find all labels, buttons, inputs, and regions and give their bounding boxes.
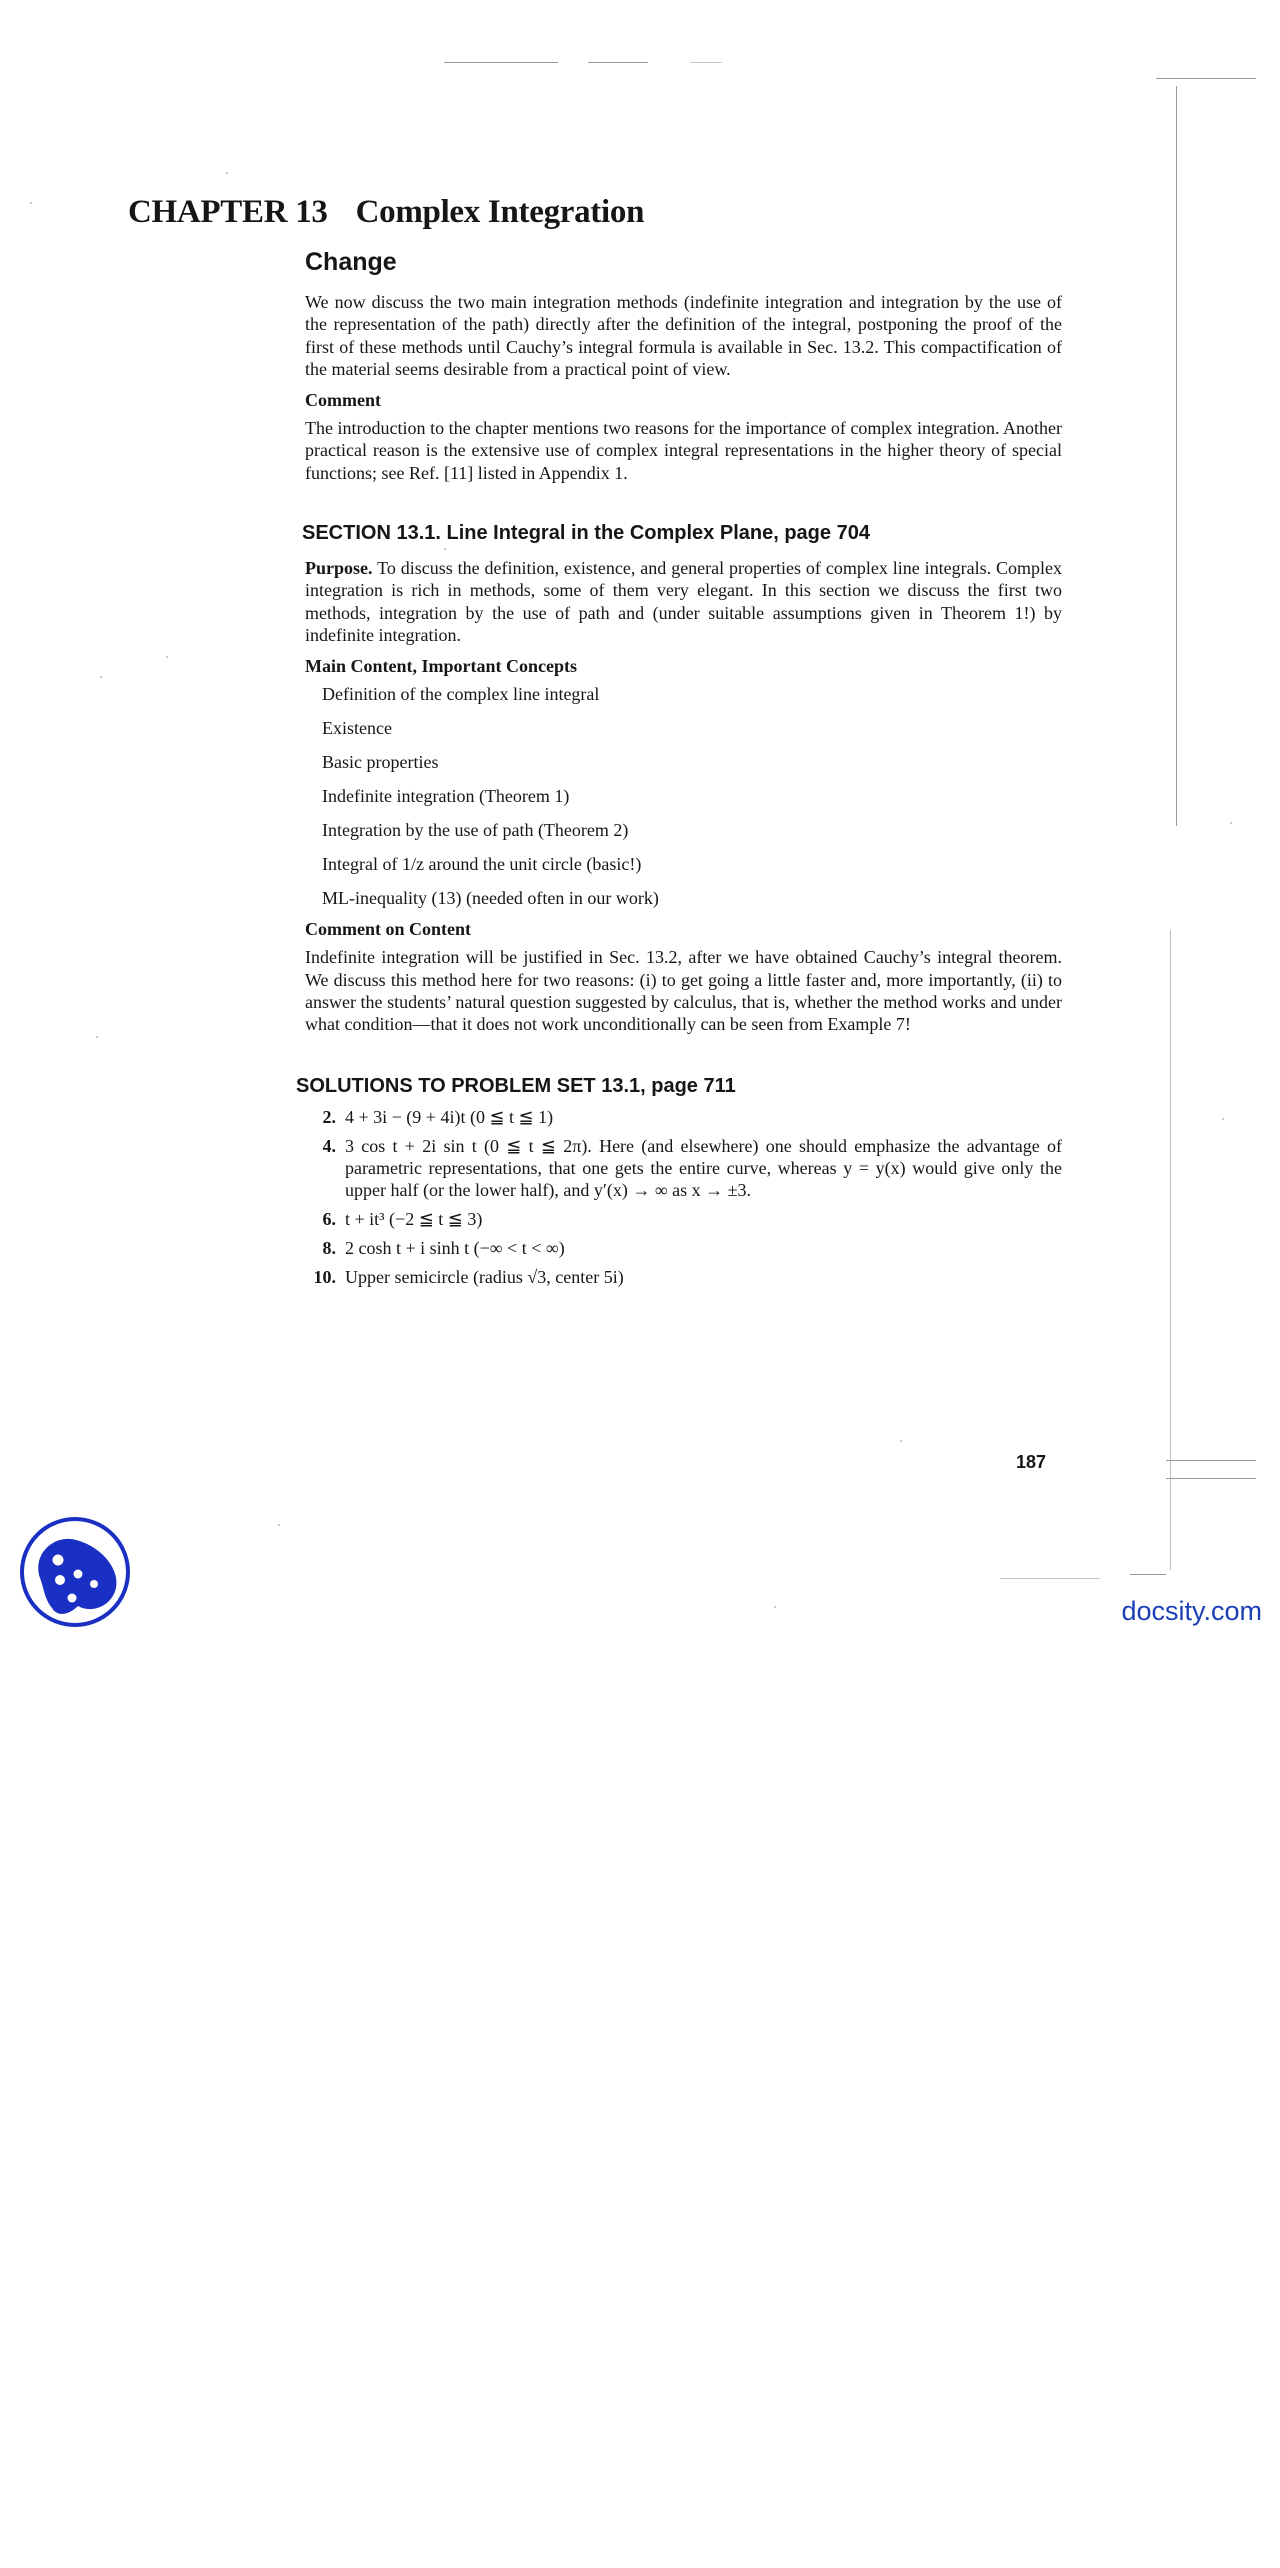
concept-item: Existence [322,718,392,739]
problem-answer: t + it³ (−2 ≦ t ≦ 3) [345,1209,483,1230]
docsity-watermark-link[interactable]: docsity.com [1121,1596,1262,1626]
page-number: 187 [1016,1452,1047,1472]
scan-speck [1222,1118,1224,1120]
concept-item: Integration by the use of path (Theorem 2) [322,820,629,841]
problem-item [300,1135,1062,1201]
scan-speck [226,172,228,174]
purpose-label: Purpose. [305,558,373,579]
problem-answer: 3 cos t + 2i sin t (0 ≦ t ≦ 2π). Here (and elsewhere) one should emphasize the advantage of parametric representations, that one gets the entire curve, whereas y = y(x) would give only the upper half (or the lower half), and y′(x) → ∞ as x → ±3. [345,1136,1062,1201]
problem-item [300,1106,1062,1128]
scan-speck [100,676,102,678]
scan-artifact-line [1166,1460,1256,1461]
main-content-heading: Main Content, Important Concepts [305,656,577,677]
problem-answer: 2 cosh t + i sinh t (−∞ < t < ∞) [345,1238,565,1259]
problem-list [300,1106,1062,1288]
chapter-heading [128,194,644,231]
scan-artifact-line [1156,78,1256,79]
change-heading: Change [305,248,397,276]
scan-speck [96,1036,98,1038]
scan-artifact-edge [1170,930,1171,1570]
section-heading: SECTION 13.1. Line Integral in the Complex Plane, page 704 [302,522,870,545]
problem-number: 10. [313,1267,336,1288]
problem-number: 4. [322,1136,336,1157]
scan-speck [1230,822,1232,824]
solutions-heading: SOLUTIONS TO PROBLEM SET 13.1, page 711 [296,1075,736,1098]
main-content [296,248,1062,1295]
scan-artifact-line [1130,1574,1166,1575]
comment-heading: Comment [305,390,381,411]
scan-artifact-line [444,62,558,63]
comment-on-content-paragraph: Indefinite integration will be justified in Sec. 13.2, after we have obtained Cauchy’s integral theorem. We discuss this method here for two reasons: (i) to get going a little faster and, more importantly, (ii) to answer the students’ natural question suggested by calculus, that is, whether the method works and under what condition—that it does not work unconditionally can be seen from Example 7! [305,947,1062,1035]
scan-speck [774,1606,776,1608]
chapter-title: Complex Integration [355,194,645,230]
concept-item: Integral of 1/z around the unit circle (basic!) [322,854,642,875]
problem-number: 6. [322,1209,336,1230]
scan-speck [900,1440,902,1442]
scan-artifact-line [1166,1478,1256,1479]
scan-speck [166,656,168,658]
scan-artifact-line [588,62,648,63]
concept-item: Indefinite integration (Theorem 1) [322,786,570,807]
problem-answer: Upper semicircle (radius √3, center 5i) [345,1267,624,1288]
concepts-list [322,683,1062,909]
problem-answer: 4 + 3i − (9 + 4i)t (0 ≦ t ≦ 1) [345,1107,554,1128]
concept-item: ML-inequality (13) (needed often in our work) [322,888,659,909]
scan-speck [30,202,32,204]
chapter-number: CHAPTER 13 [128,194,328,230]
concept-item: Definition of the complex line integral [322,684,600,705]
problem-item [300,1208,1062,1230]
problem-number: 2. [322,1107,336,1128]
scan-artifact-edge [1176,86,1177,826]
problem-item [300,1237,1062,1259]
problem-number: 8. [322,1238,336,1259]
docsity-logo-icon[interactable] [18,1514,132,1630]
scan-artifact-line [1000,1578,1100,1579]
scan-speck [278,1524,280,1526]
comment-on-content-heading: Comment on Content [305,919,471,940]
concept-item: Basic properties [322,752,439,773]
change-paragraph: We now discuss the two main integration methods (indefinite integration and integration by the use of the representation of the path) directly after the definition of the integral, postponing the proof of the first of these methods until Cauchy’s integral formula is available in Sec. 13.2. This compactification of the material seems desirable from a practical point of view. [305,292,1062,379]
scan-artifact-line [690,62,722,63]
purpose-text: To discuss the definition, existence, and general properties of complex line integrals. Complex integration is rich in methods, some of them very elegant. In this section we discuss the first two methods, integration by the use of path and (under suitable assumptions given in Theorem 1!) by indefinite integration. [305,558,1062,645]
problem-item [300,1266,1062,1288]
comment-paragraph: The introduction to the chapter mentions two reasons for the importance of complex integration. Another practical reason is the extensive use of complex integral representations in the higher theory of special functions; see Ref. [11] listed in Appendix 1. [305,418,1062,483]
purpose-paragraph [305,557,1062,646]
